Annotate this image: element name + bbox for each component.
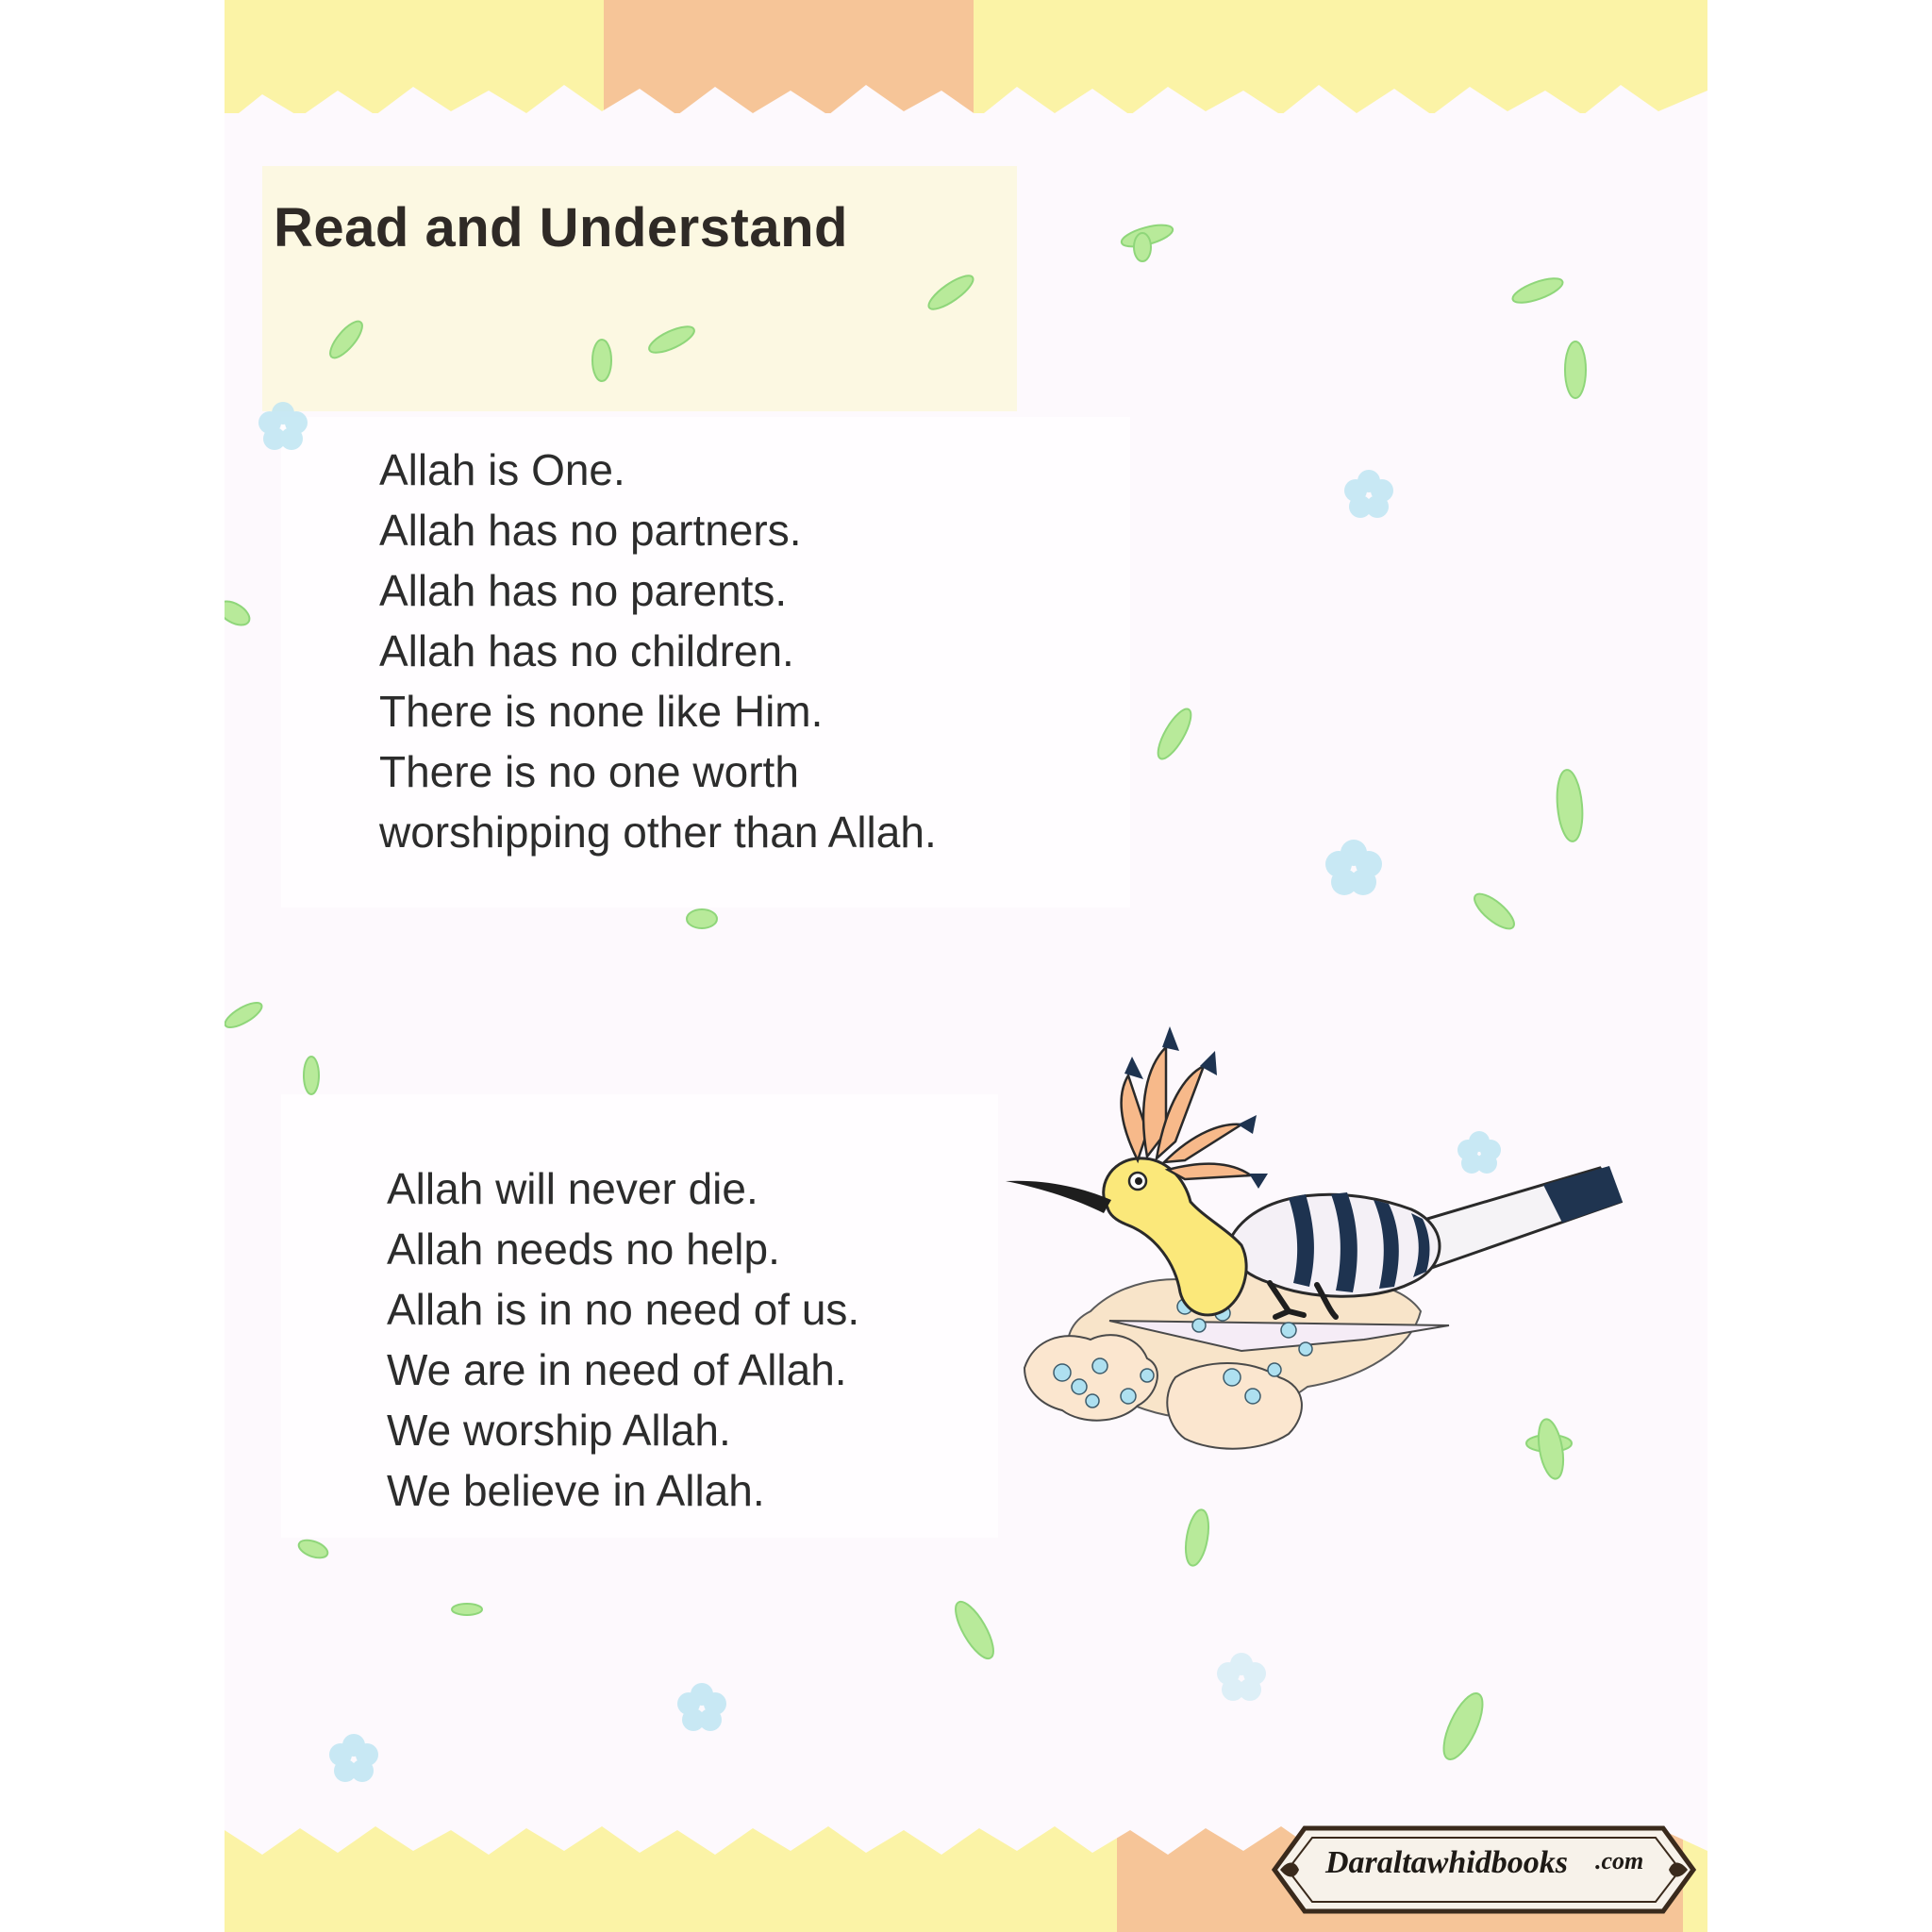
watermark-suffix: .com: [1595, 1847, 1644, 1874]
flower-icon: [1217, 1653, 1266, 1701]
flower-icon: [677, 1683, 726, 1731]
stanza-line: We believe in Allah.: [387, 1466, 765, 1515]
leaf-icon: [1152, 705, 1196, 763]
leaf-icon: [1134, 233, 1151, 261]
leaf-icon: [1565, 341, 1586, 398]
page-decoration: [225, 0, 1707, 1932]
hoopoe-bird-icon: [1006, 1000, 1685, 1491]
flower-icon: [1344, 470, 1393, 518]
watermark-badge: [1267, 1819, 1701, 1921]
stanza-line: Allah has no parents.: [379, 566, 788, 615]
leaf-icon: [1470, 889, 1520, 935]
leaf-icon: [296, 1537, 330, 1561]
stanza-line: Allah has no partners.: [379, 506, 802, 555]
leaf-icon: [1555, 769, 1586, 842]
stanza-line: We worship Allah.: [387, 1406, 731, 1455]
stanza-line: There is no one worth: [379, 747, 799, 796]
stanza-line: worshipping other than Allah.: [379, 808, 937, 857]
page-title: Read and Understand: [274, 197, 848, 258]
leaf-icon: [1182, 1508, 1212, 1568]
leaf-icon: [687, 909, 717, 928]
stanza-one: [379, 440, 937, 862]
stanza-line: Allah is in no need of us.: [387, 1285, 860, 1334]
flower-icon: [329, 1734, 378, 1782]
leaf-icon: [452, 1604, 482, 1615]
flower-icon: [1325, 840, 1382, 895]
stanza-line: There is none like Him.: [379, 687, 824, 736]
stanza-line: Allah needs no help.: [387, 1224, 780, 1274]
stanza-line: We are in need of Allah.: [387, 1345, 847, 1394]
stanza-line: Allah will never die.: [387, 1164, 758, 1213]
leaf-icon: [225, 596, 254, 629]
leaf-icon: [1510, 274, 1566, 308]
watermark-name: Daraltawhidbooks: [1325, 1845, 1568, 1880]
leaf-icon: [949, 1597, 1001, 1664]
book-page: [225, 0, 1707, 1932]
leaf-icon: [225, 998, 265, 1032]
stanza-two: [387, 1158, 859, 1521]
stanza-line: Allah is One.: [379, 445, 625, 494]
leaf-icon: [304, 1057, 319, 1094]
leaf-icon: [592, 340, 611, 381]
leaf-icon: [1436, 1689, 1490, 1765]
stanza-line: Allah has no children.: [379, 626, 794, 675]
